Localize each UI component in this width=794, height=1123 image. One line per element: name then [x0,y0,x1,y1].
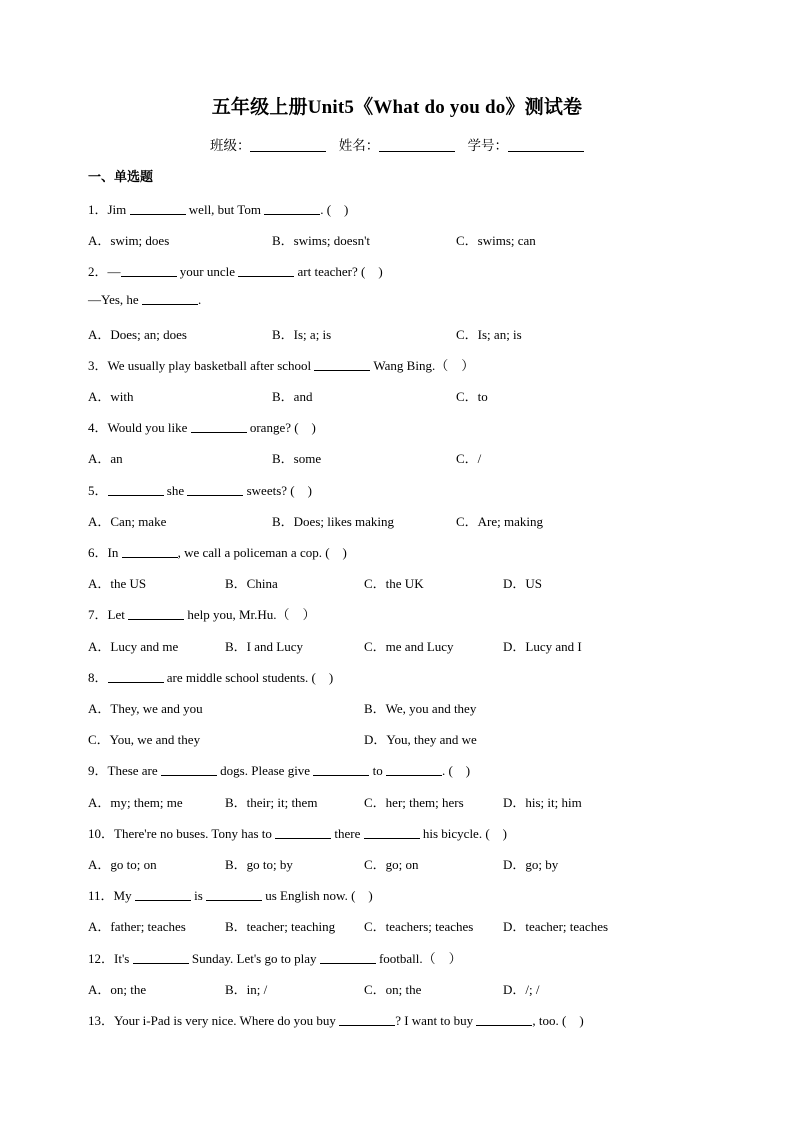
q-text: well, but Tom [185,202,265,217]
answer-blank [339,1013,395,1026]
q4-option-a[interactable]: A．an [88,451,123,466]
q-text: there [331,826,364,841]
question-3 [88,355,474,374]
question-2 [88,261,383,280]
q-text: 12．It's [88,951,133,966]
q1-option-b[interactable]: B．swims; doesn't [272,233,371,248]
q4-option-b[interactable]: B．some [272,451,322,466]
q11-option-a[interactable]: A．father; teaches [88,919,186,934]
answer-blank [314,358,370,371]
name-field [339,134,456,154]
student-info [0,134,794,154]
q-text: football.（ ） [375,951,462,966]
answer-blank [264,202,320,215]
q-text: sweets? ( ) [243,483,312,498]
q-text: 4．Would you like [88,420,191,435]
student-id-field [468,134,585,154]
q12-option-d[interactable]: D．/; / [503,982,540,997]
q-text: ? I want to buy [395,1013,477,1028]
answer-blank [191,420,247,433]
q6-option-a[interactable]: A．the US [88,576,147,591]
q2-option-c[interactable]: C．Is; an; is [456,327,522,342]
q7-option-a[interactable]: A．Lucy and me [88,639,179,654]
q10-option-c[interactable]: C．go; on [364,857,419,872]
q-text: 2．— [88,264,121,279]
question-7 [88,604,316,623]
answer-blank [122,545,178,558]
answer-blank [313,763,369,776]
q10-option-b[interactable]: B．go to; by [225,857,293,872]
q-text: 7．Let [88,607,129,622]
q6-option-d[interactable]: D．US [503,576,543,591]
student-id-blank[interactable] [508,138,584,152]
q5-option-a[interactable]: A．Can; make [88,514,167,529]
answer-blank [364,826,420,839]
answer-blank [206,888,262,901]
q-text: 9．These are [88,763,161,778]
answer-blank [476,1013,532,1026]
q-text: 11．My [88,888,135,903]
q-text: 1．Jim [88,202,130,217]
question-1 [88,199,348,218]
answer-blank [275,826,331,839]
q4-option-c[interactable]: C．/ [456,451,482,466]
q-text: , too. ( ) [532,1013,584,1028]
answer-blank [238,264,294,277]
question-10 [88,823,507,842]
q3-option-c[interactable]: C．to [456,389,488,404]
q11-option-c[interactable]: C．teachers; teaches [364,919,474,934]
q-text: Wang Bing.（ ） [370,358,475,373]
q-text: your uncle [176,264,239,279]
q-text: us English now. ( ) [262,888,373,903]
q-text: 13．Your i-Pad is very nice. Where do you buy [88,1013,340,1028]
question-4 [88,417,316,436]
student-id-label: 学号： [467,138,509,154]
name-label: 姓名： [338,138,380,154]
question-12 [88,948,462,967]
q-text: she [163,483,188,498]
q6-option-c[interactable]: C．the UK [364,576,424,591]
q12-option-b[interactable]: B．in; / [225,982,268,997]
q5-option-b[interactable]: B．Does; likes making [272,514,395,529]
q-text: help you, Mr.Hu.（ ） [184,607,316,622]
page-title: 五年级上册Unit5《What do you do》测试卷 [211,97,583,118]
q-text: orange? ( ) [246,420,316,435]
q9-option-c[interactable]: C．her; them; hers [364,795,464,810]
q-text: 10．There're no buses. Tony has to [88,826,276,841]
q-text: —Yes, he [88,292,142,307]
answer-blank [108,483,164,496]
q-text: 3．We usually play basketball after school [88,358,315,373]
q7-option-c[interactable]: C．me and Lucy [364,639,454,654]
q5-option-c[interactable]: C．Are; making [456,514,544,529]
q3-option-b[interactable]: B．and [272,389,313,404]
question-5 [88,480,312,499]
question-13 [88,1010,584,1029]
class-label: 班级： [209,138,251,154]
q9-option-d[interactable]: D．his; it; him [503,795,582,810]
q-text: is [190,888,206,903]
answer-blank [133,951,189,964]
q9-option-b[interactable]: B．their; it; them [225,795,318,810]
answer-blank [130,202,186,215]
q-text: art teacher? ( ) [294,264,383,279]
q8-option-a[interactable]: A．They, we and you [88,701,203,716]
class-blank[interactable] [250,138,326,152]
q-text: to [369,763,386,778]
q-text: . [197,292,202,307]
answer-blank [121,264,177,277]
answer-blank [142,292,198,305]
q-text: . ( ) [320,202,349,217]
question-8 [88,667,333,686]
q8-option-b[interactable]: B．We, you and they [364,701,477,716]
section-title: 一、单选题 [88,170,154,185]
q2-option-b[interactable]: B．Is; a; is [272,327,332,342]
q9-option-a[interactable]: A．my; them; me [88,795,183,810]
question-2-reply [88,292,201,308]
q-text: Sunday. Let's go to play [188,951,320,966]
q3-option-a[interactable]: A．with [88,389,134,404]
q-text: dogs. Please give [216,763,314,778]
q-text: 8． [88,670,108,685]
q10-option-a[interactable]: A．go to; on [88,857,157,872]
q7-option-d[interactable]: D．Lucy and I [503,639,582,654]
q-text: are middle school students. ( ) [163,670,334,685]
q-text: , we call a policeman a cop. ( ) [177,545,347,560]
q12-option-c[interactable]: C．on; the [364,982,422,997]
question-6 [88,542,347,561]
q-text: . ( ) [441,763,471,778]
q11-option-b[interactable]: B．teacher; teaching [225,919,336,934]
q11-option-d[interactable]: D．teacher; teaches [503,919,609,934]
answer-blank [135,888,191,901]
answer-blank [128,607,184,620]
q8-option-c[interactable]: C．You, we and they [88,732,201,747]
class-field [210,134,327,154]
q-text: 6．In [88,545,122,560]
q1-option-a[interactable]: A．swim; does [88,233,170,248]
q1-option-c[interactable]: C．swims; can [456,233,536,248]
q12-option-a[interactable]: A．on; the [88,982,147,997]
answer-blank [320,951,376,964]
answer-blank [386,763,442,776]
question-9 [88,760,470,779]
q-text: 5． [88,483,108,498]
name-blank[interactable] [379,138,455,152]
q6-option-b[interactable]: B．China [225,576,278,591]
q8-option-d[interactable]: D．You, they and we [364,732,477,747]
q-text: his bicycle. ( ) [419,826,507,841]
q7-option-b[interactable]: B．I and Lucy [225,639,303,654]
q10-option-d[interactable]: D．go; by [503,857,559,872]
answer-blank [161,763,217,776]
q2-option-a[interactable]: A．Does; an; does [88,327,187,342]
question-11 [88,885,373,904]
answer-blank [187,483,243,496]
answer-blank [108,670,164,683]
